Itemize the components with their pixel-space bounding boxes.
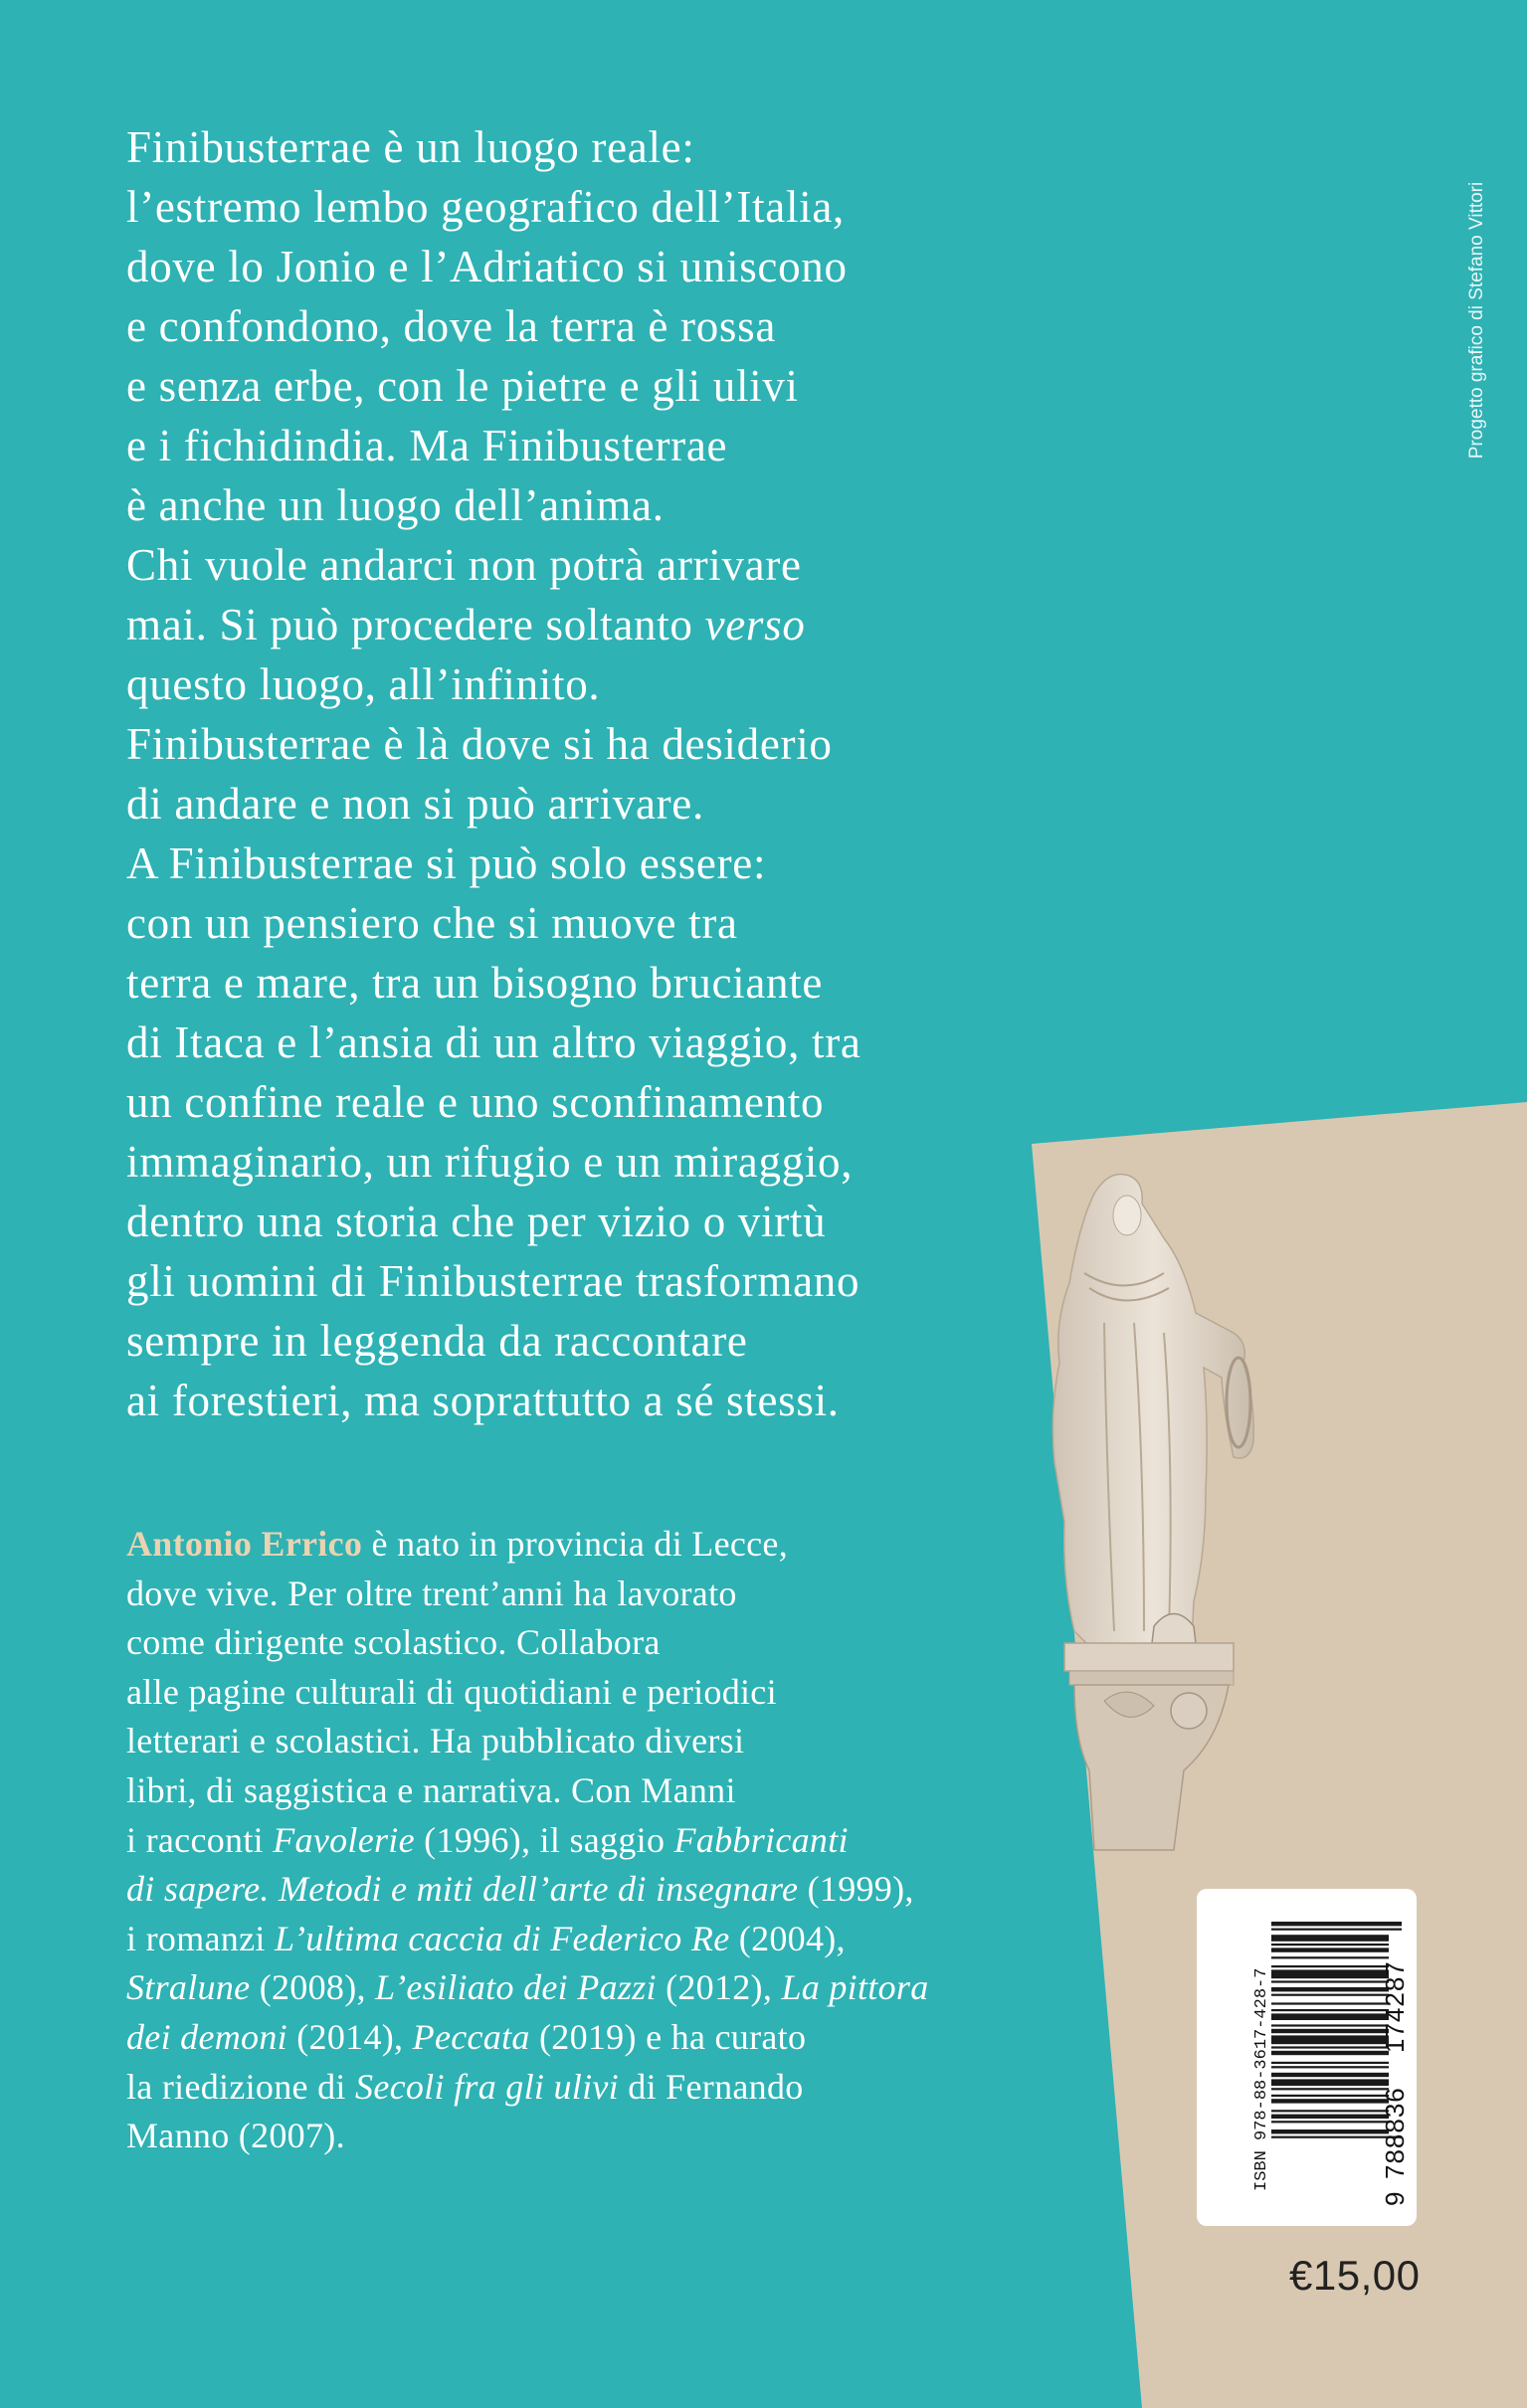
bio-line — [126, 1816, 1022, 1866]
bio-text-segment: di Fernando — [618, 2066, 804, 2107]
blurb-line: Chi vuole andarci non potrà arrivare — [126, 540, 802, 590]
bio-line: libri, di saggistica e narrativa. Con Manni — [126, 1769, 736, 1810]
book-title: di sapere. Metodi e miti dell’arte di insegnare — [126, 1869, 799, 1910]
barcode-bar — [1271, 2013, 1389, 2020]
barcode-bar — [1271, 1956, 1389, 1958]
barcode-bar — [1271, 2029, 1389, 2033]
bio-line: come dirigente scolastico. Collabora — [126, 1622, 661, 1663]
barcode-bar — [1271, 1965, 1389, 1967]
blurb-line — [126, 595, 1022, 654]
bio-text-segment: (2004), — [729, 1918, 846, 1958]
bio-text-segment: i romanzi — [126, 1918, 275, 1958]
author-bio — [126, 1520, 1022, 2161]
book-title: dei demoni — [126, 2016, 287, 2057]
bio-text-segment: (2012), — [656, 1967, 782, 2008]
barcode-bar — [1271, 2079, 1389, 2086]
barcode-bar — [1271, 2035, 1389, 2044]
blurb-line: e senza erbe, con le pietre e gli ulivi — [126, 361, 799, 411]
blurb-line: con un pensiero che si muove tra — [126, 898, 738, 948]
bio-line — [126, 1865, 1022, 1915]
blurb-line: gli uomini di Finibusterrae trasformano — [126, 1256, 860, 1306]
barcode-bar — [1271, 1922, 1402, 1926]
book-title: Peccata — [412, 2016, 530, 2057]
blurb-line: A Finibusterrae si può solo essere: — [126, 838, 767, 888]
barcode-bar — [1271, 2051, 1389, 2055]
bio-line: letterari e scolastici. Ha pubblicato diversi — [126, 1721, 745, 1761]
bio-text-segment: i racconti — [126, 1819, 274, 1860]
blurb-line: e confondono, dove la terra è rossa — [126, 301, 777, 351]
book-title: Stralune — [126, 1967, 251, 2008]
barcode-bar — [1271, 2024, 1389, 2026]
barcode-bar — [1271, 2099, 1389, 2103]
barcode-digits-group-1: 788836 — [1380, 2087, 1410, 2179]
barcode-bar — [1271, 2088, 1389, 2090]
barcode-bar — [1271, 2115, 1389, 2119]
blurb-line: ai forestieri, ma soprattutto a sé stessi. — [126, 1376, 840, 1425]
book-title: Fabbricanti — [673, 1819, 849, 1860]
blurb-line: un confine reale e uno sconfinamento — [126, 1077, 825, 1127]
barcode-bar — [1271, 2073, 1389, 2077]
barcode-bar — [1271, 2046, 1389, 2048]
design-credit: Progetto grafico di Stefano Vittori — [1466, 181, 1487, 460]
barcode-bar — [1271, 2062, 1389, 2064]
blurb-line: Finibusterrae è là dove si ha desiderio — [126, 719, 833, 769]
bio-line — [126, 1915, 1022, 1964]
blurb-line: dentro una storia che per vizio o virtù — [126, 1197, 827, 1246]
bio-text-segment: (1999), — [798, 1869, 914, 1910]
blurb-line: di andare e non si può arrivare. — [126, 779, 704, 829]
barcode-bar — [1271, 2130, 1389, 2133]
barcode-bar — [1271, 1929, 1402, 1931]
book-title: Secoli fra gli ulivi — [355, 2066, 619, 2107]
blurb-line: Finibusterrae è un luogo reale: — [126, 122, 695, 172]
bio-text-segment: (1996), il saggio — [414, 1819, 674, 1860]
barcode-bar — [1271, 2110, 1389, 2112]
barcode-bar — [1271, 1994, 1389, 1996]
bio-line — [126, 1963, 1022, 2013]
bio-text-segment: è nato in provincia di Lecce, — [362, 1524, 789, 1564]
barcode-bar — [1271, 1980, 1389, 1982]
blurb-italic-word: verso — [704, 600, 806, 649]
blurb-line: dove lo Jonio e l’Adriatico si uniscono — [126, 242, 848, 291]
barcode-bar — [1271, 2066, 1389, 2068]
blurb-line: sempre in leggenda da raccontare — [126, 1316, 748, 1366]
author-name: Antonio Errico — [126, 1524, 363, 1564]
bio-text-segment: (2008), — [250, 1967, 376, 2008]
bio-text-segment: (2014), — [286, 2016, 413, 2057]
blurb-text-segment: mai. Si può procedere soltanto — [126, 600, 705, 649]
barcode-bar — [1271, 2009, 1389, 2011]
barcode-digits-group-2: 174287 — [1380, 1960, 1410, 2053]
book-title: L’ultima caccia di Federico Re — [274, 1918, 730, 1958]
barcode-first-digit: 9 — [1380, 2191, 1410, 2206]
barcode-icon — [1197, 1889, 1417, 2226]
bio-line: alle pagine culturali di quotidiani e periodici — [126, 1671, 777, 1712]
price-label: €15,00 — [1289, 2252, 1421, 2299]
blurb-line: l’estremo lembo geografico dell’Italia, — [126, 182, 846, 232]
barcode-bar — [1271, 2002, 1389, 2004]
statue-image — [1035, 1164, 1273, 1860]
bio-line — [126, 2013, 1022, 2063]
barcode-bar — [1271, 2095, 1389, 2097]
barcode-label — [1197, 1889, 1417, 2226]
blurb-text — [126, 117, 1022, 1430]
bio-line — [126, 1520, 1022, 1570]
bio-line: Manno (2007). — [126, 2116, 345, 2156]
barcode-bar — [1271, 1969, 1389, 1978]
blurb-line: è anche un luogo dell’anima. — [126, 480, 665, 530]
book-title: Favolerie — [273, 1819, 415, 1860]
bio-line — [126, 2063, 1022, 2113]
bio-line: dove vive. Per oltre trent’anni ha lavorato — [126, 1573, 737, 1613]
blurb-line: questo luogo, all’infinito. — [126, 659, 601, 709]
barcode-bar — [1271, 1935, 1389, 1942]
barcode-bar — [1271, 2121, 1389, 2123]
isbn-text: ISBN 978-88-3617-428-7 — [1252, 1967, 1271, 2191]
barcode-bar — [1271, 1944, 1389, 1945]
bio-text-segment: (2019) e ha curato — [529, 2016, 807, 2057]
blurb-line: di Itaca e l’ansia di un altro viaggio, tra — [126, 1018, 861, 1067]
barcode-bar — [1271, 1947, 1389, 1951]
blurb-line: terra e mare, tra un bisogno bruciante — [126, 958, 824, 1008]
book-title: La pittora — [781, 1967, 929, 2008]
barcode-bar — [1271, 1987, 1389, 1991]
book-title: L’esiliato dei Pazzi — [375, 1967, 657, 2008]
blurb-line: immaginario, un rifugio e un miraggio, — [126, 1137, 854, 1187]
blurb-line: e i fichidindia. Ma Finibusterrae — [126, 421, 728, 470]
bio-text-segment: la riedizione di — [126, 2066, 356, 2107]
